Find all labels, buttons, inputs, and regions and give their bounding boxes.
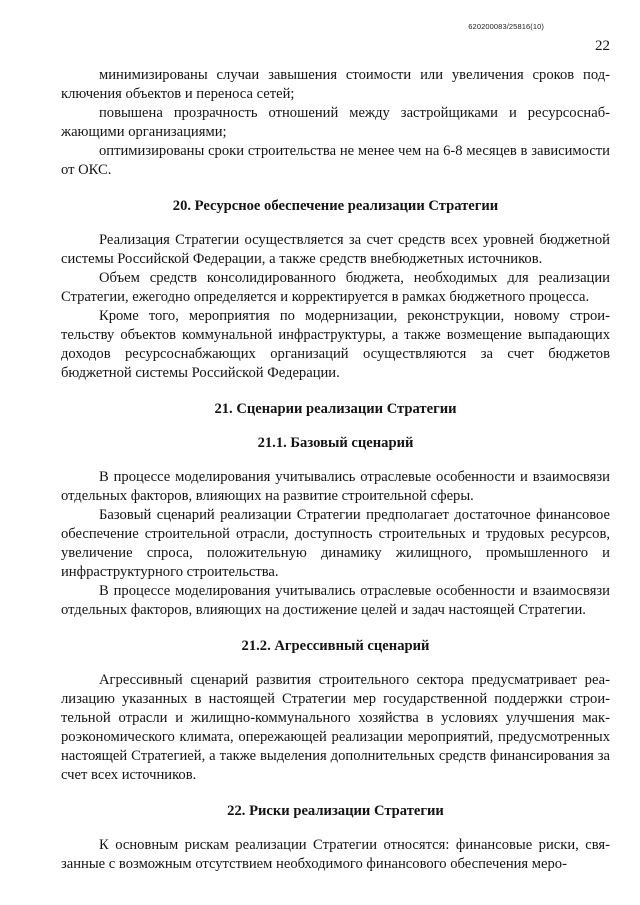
paragraph-11: К основным рискам реализации Стратегии относятся: финансовые риски, связанные с возможным отсутствием необходимого финансового обеспечения меро- [61,837,610,872]
paragraph-5: Объем средств консолидированного бюджета, необходимых для реализации Стратегии, ежегодно определяется и корректируется в рамках бюджетного процесса. [61,270,610,305]
section-heading-20: 20. Ресурсное обеспечение реализации Стратегии [172,198,499,214]
document-id: 620200083/25816(10) [468,22,544,31]
subsection-heading-21-2: 21.2. Агрессивный сценарий [241,638,430,654]
paragraph-2: повышена прозрачность отношений между застройщиками и ресурсоснабжающими организациями; [61,105,610,140]
paragraph-7: В процессе моделирования учитывались отраслевые особенности и взаимосвязи отдельных факторов, влияющих на развитие строительной сферы. [61,469,610,504]
document-body [61,66,610,874]
page-number: 22 [595,38,610,54]
paragraph-3: оптимизированы сроки строительства не менее чем на 6-8 месяцев в зависимости от ОКС. [61,143,610,178]
paragraph-6: Кроме того, мероприятия по модернизации, реконструкции, новому строительству объектов коммунальной инфраструктуры, а также возмещение выпадающих доходов ресурсоснабжающих организаций осуществляются за счет бюджетов бюджетной системы Российской Федерации. [61,308,610,381]
paragraph-9: В процессе моделирования учитывались отраслевые особенности и взаимосвязи отдельных факторов, влияющих на достижение целей и задач настоящей Стратегии. [61,583,610,618]
paragraph-10: Агрессивный сценарий развития строительного сектора предусматривает реализацию указанных в настоящей Стратегии мер государственной поддержки строительной отрасли и жилищно-коммунального хозяйства в условиях улучшения макроэкономического климата, опережающей реализации мероприятий, предусмотренных настоящей Стратегией, а также выделения дополнительных средств финансирования за счет всех источников. [61,672,610,783]
paragraph-4: Реализация Стратегии осуществляется за счет средств всех уровней бюджетной системы Российской Федерации, а также средств внебюджетных источников. [61,232,610,267]
subsection-heading-21-1: 21.1. Базовый сценарий [257,435,414,451]
section-heading-22: 22. Риски реализации Стратегии [227,803,444,819]
paragraph-1: минимизированы случаи завышения стоимости или увеличения сроков подключения объектов и переноса сетей; [61,67,610,102]
section-heading-21: 21. Сценарии реализации Стратегии [214,401,457,417]
paragraph-8: Базовый сценарий реализации Стратегии предполагает достаточное финансовое обеспечение строительной отрасли, доступность строительных и трудовых ресурсов, увеличение спроса, положительную динамику жилищного, промышленного и инфраструктурного строительства. [61,507,610,580]
